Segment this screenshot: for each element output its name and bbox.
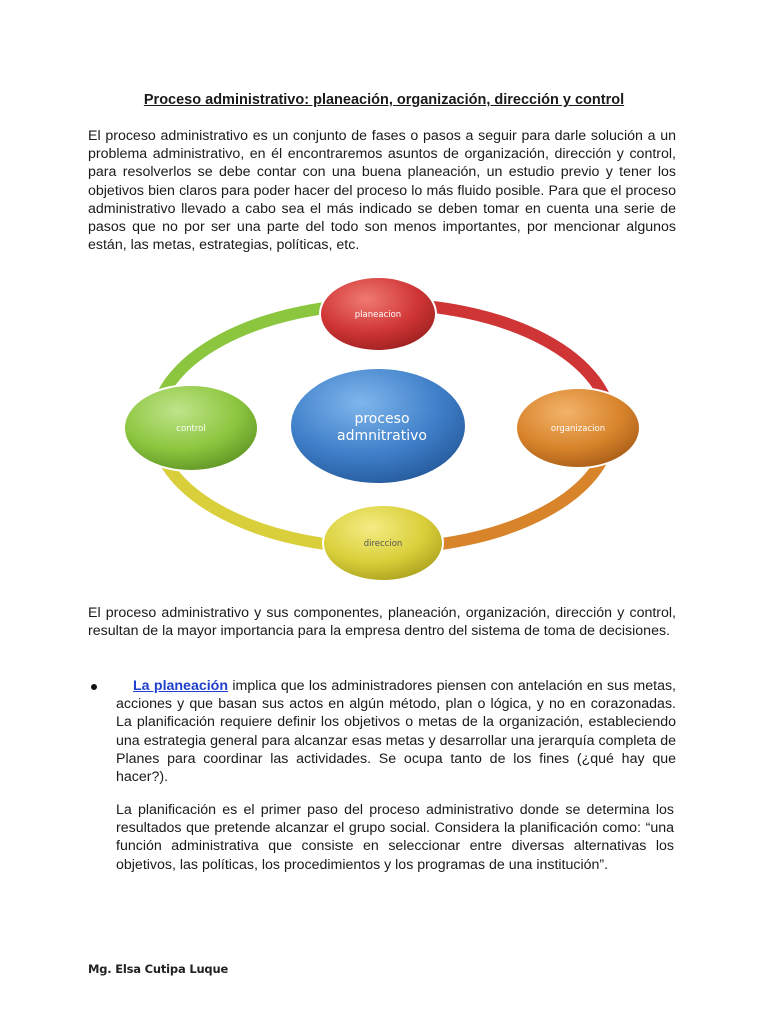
node-organizacion [516,388,640,468]
author-footer: Mg. Elsa Cutipa Luque [88,962,229,976]
bullet-body: implica que los administradores piensen con antelación en sus metas, acciones y que basan sus actos en algún método, plan o lógica, y no en corazonadas. La planificación requiere definir los objetivos o metas de la organización, estableciendo una estrategia general para alcanzar esas metas y desarrollar una jerarquía completa de Planes para coordinar las actividades. Se ocupa tanto de los fines (¿qué hay que hacer?). [116,678,677,786]
center-label-line2: admnitrativo [337,428,427,444]
node-planeacion [320,277,436,351]
bullet-text [116,677,676,786]
node-center-proceso [290,368,466,484]
node-organizacion-label: organizacion [550,424,606,434]
planificacion-paragraph: La planificación es el primer paso del proceso administrativo donde se determina los resultados que pretende alcanzar el grupo social. Considera la planificación como: “una función administrativa que consiste en seleccionar entre diversas alternativas los objetivos, las políticas, los procedimientos y los programas de una institución”. [116,802,674,873]
planeacion-link[interactable]: La planeación [133,678,229,694]
intro-paragraph: El proceso administrativo es un conjunto de fases o pasos a seguir para darle solución a un problema administrativo, en él encontraremos asuntos de organización, dirección y control, para resolverlos se debe contar con una buena planeación, un estudio previo y tener los objetivos bien claros para poder hacer del proceso lo más fluido posible. Para que el proceso administrativo llevado a cabo sea el más indicado se deben tomar en cuenta una serie de pasos que no por ser una parte del todo son menos importantes, por mencionar algunos están, las metas, estrategias, políticas, etc. [88,128,676,254]
process-cycle-diagram [118,276,648,584]
node-control [124,385,258,471]
document-title: Proceso administrativo: planeación, organización, dirección y control [143,92,625,108]
node-control-label: control [176,424,206,434]
center-label-line1: proceso [354,411,410,427]
bullet-dot [91,684,97,690]
node-planeacion-label: planeacion [354,310,402,320]
node-direccion [323,505,443,581]
components-paragraph: El proceso administrativo y sus componentes, planeación, organización, dirección y control, resultan de la mayor importancia para la empresa dentro del sistema de toma de decisiones. [88,605,676,640]
node-direccion-label: direccion [363,539,403,549]
